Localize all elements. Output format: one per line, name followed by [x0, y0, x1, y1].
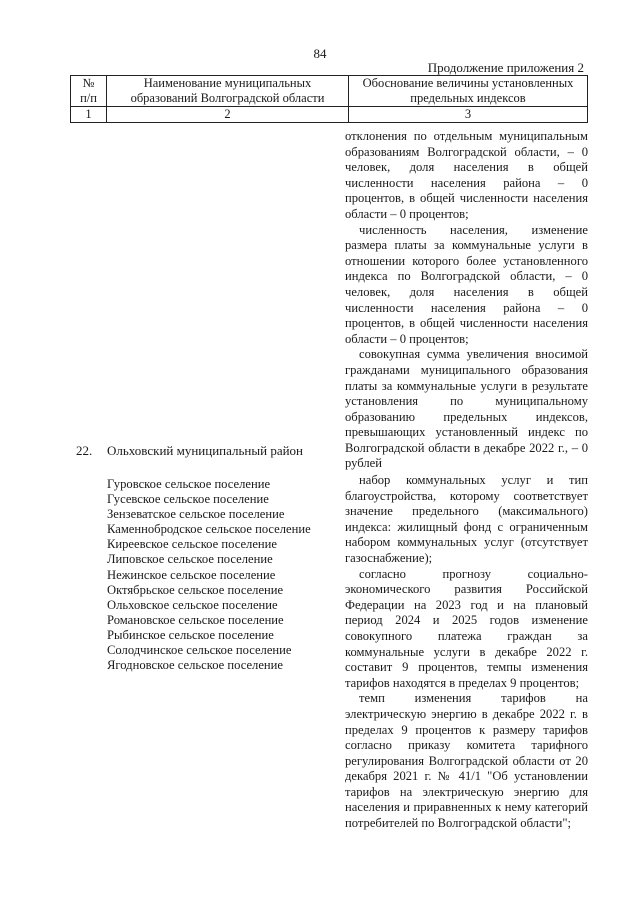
header-cell-name — [107, 76, 349, 107]
settlement-item: Липовское сельское поселение — [107, 552, 273, 567]
column-number-1: 1 — [71, 107, 107, 123]
page-number: 84 — [313, 46, 327, 61]
settlement-item: Зензеватское сельское поселение — [107, 507, 285, 522]
entry-paragraph: темп изменения тарифов на электрическую энергию в декабре 2022 г. в пределах 9 процентов к размеру тарифов согласно приказу комитета тарифного регулирования Волгоградской области от 20 декабря 2021 г. № 41/1 "Об установлении тарифов на электрическую энергию для населения и приравненных к нему категорий потребителей по Волгоградской области"; — [345, 691, 588, 831]
entry-paragraph: набор коммунальных услуг и тип благоустройства, которому соответствует значение предельного (максимального) индекса: жилищный фонд с ограниченным набором коммунальных услуг (отсутствует газоснабжение); — [345, 473, 588, 565]
settlement-item: Ольховское сельское поселение — [107, 597, 278, 612]
settlement-item: Гусевское сельское поселение — [107, 492, 269, 507]
header-name-line1: Наименование муниципальных — [143, 76, 312, 90]
column-number-3: 3 — [349, 107, 588, 123]
column-number-row — [71, 107, 588, 123]
header-justification-line1: Обоснование величины установленных — [362, 76, 574, 90]
previous-entry-text — [345, 129, 588, 472]
settlement-list — [107, 477, 311, 673]
settlement-item: Нежинское сельское поселение — [107, 567, 276, 582]
header-name-line2: образований Волгоградской области — [130, 91, 325, 105]
settlement-item: Каменнобродское сельское поселение — [107, 522, 311, 537]
settlement-item: Солодчинское сельское поселение — [107, 643, 292, 658]
entry-number: 22. — [76, 443, 93, 458]
settlement-item: Романовское сельское поселение — [107, 612, 284, 627]
table-header — [70, 75, 588, 123]
header-justification-line2: предельных индексов — [410, 91, 526, 105]
column-number-2: 2 — [107, 107, 349, 123]
settlement-item: Киреевское сельское поселение — [107, 537, 277, 552]
prev-paragraph: отклонения по отдельным муниципальным образованиям Волгоградской области, – 0 человек, доля населения в общей численности населения района – 0 процентов, в общей численности населения области – 0 процентов; — [345, 129, 588, 221]
settlement-item: Рыбинское сельское поселение — [107, 627, 274, 642]
prev-paragraph: совокупная сумма увеличения вносимой гражданами муниципального образования платы за коммунальные услуги в результате установления по муниципальному образованию предельных индексов, превышающих установленный индекс по Волгоградской области в декабре 2022 г., – 0 рублей — [345, 347, 588, 471]
entry-paragraph: согласно прогнозу социально-экономического развития Российской Федерации на 2023 год и на плановый период 2024 и 2025 годов изменение совокупного платежа граждан за коммунальные услуги в декабре 2022 г. составит 9 процентов, темпы изменения тарифов находятся в пределах 9 процентов; — [345, 566, 588, 690]
header-cell-number — [71, 76, 107, 107]
continuation-label: Продолжение приложения 2 — [427, 60, 584, 75]
header-row — [71, 76, 588, 107]
prev-paragraph: численность населения, изменение размера платы за коммунальные услуги в отношении которого более установленного индекса по Волгоградской области, – 0 человек, доля населения в общей численности населения района – 0 процентов, в общей численности населения области – 0 процентов; — [345, 222, 588, 346]
settlement-item: Октябрьское сельское поселение — [107, 582, 284, 597]
header-number-line1: № — [82, 76, 95, 90]
settlement-item: Гуровское сельское поселение — [107, 477, 271, 491]
settlement-item: Ягодновское сельское поселение — [107, 658, 284, 673]
district-name: Ольховский муниципальный район — [107, 443, 304, 458]
header-number-line2: п/п — [80, 91, 97, 105]
header-cell-justification — [349, 76, 588, 107]
entry-justification-text — [345, 473, 588, 832]
